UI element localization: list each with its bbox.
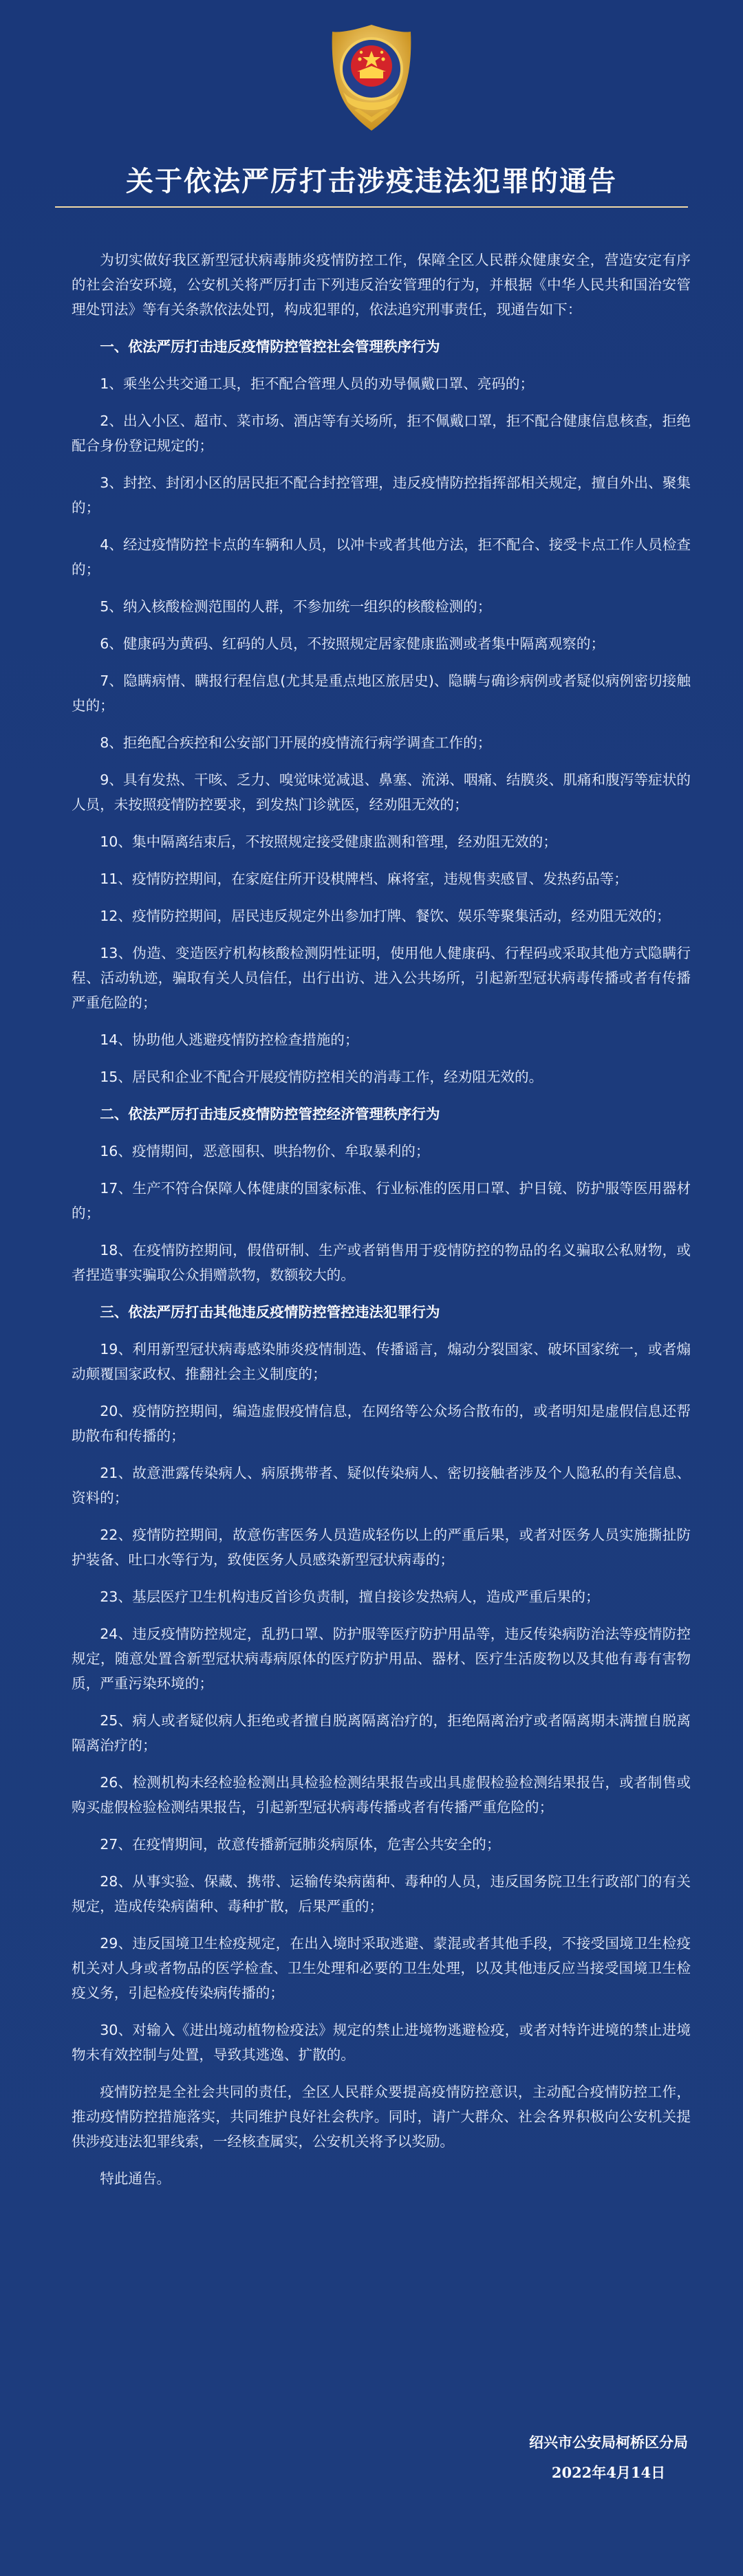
notice-paragraph: 22、疫情防控期间，故意伤害医务人员造成轻伤以上的严重后果，或者对医务人员实施撕扯防护装备、吐口水等行为，致使医务人员感染新型冠状病毒的； (72, 1527, 691, 1568)
title-divider (55, 206, 688, 208)
issuer-name: 绍兴市公安局柯桥区分局 (529, 2434, 688, 2451)
notice-paragraph: 27、在疫情期间，故意传播新冠肺炎病原体，危害公共安全的； (100, 1836, 501, 1853)
notice-paragraph: 疫情防控是全社会共同的责任，全区人民群众要提高疫情防控意识，主动配合疫情防控工作，推动疫情防控措施落实，共同维护良好社会秩序。同时，请广大群众、社会各界积极向公安机关提供涉疫违法犯罪线索，一经核查属实，公安机关将予以奖励。 (72, 2084, 691, 2150)
notice-paragraph: 29、违反国境卫生检疫规定，在出入境时采取逃避、蒙混或者其他手段，不接受国境卫生检疫机关对人身或者物品的医学检查、卫生处理和必要的卫生处理，以及其他违反应当接受国境卫生检疫义务，引起检疫传染病传播的； (72, 1935, 691, 2001)
police-emblem-icon (327, 21, 416, 138)
issue-date: 2022年4月14日 (551, 2464, 666, 2481)
notice-paragraph: 19、利用新型冠状病毒感染肺炎疫情制造、传播谣言，煽动分裂国家、破坏国家统一，或者煽动颠覆国家政权、推翻社会主义制度的； (72, 1341, 691, 1382)
notice-paragraph: 23、基层医疗卫生机构违反首诊负责制，擅自接诊发热病人，造成严重后果的； (100, 1589, 600, 1605)
notice-paragraph: 26、检测机构未经检验检测出具检验检测结果报告或出具虚假检验检测结果报告，或者制售或购买虚假检验检测结果报告，引起新型冠状病毒传播或者有传播严重危险的； (72, 1774, 691, 1815)
section-heading: 三、依法严厉打击其他违反疫情防控管控违法犯罪行为 (100, 1304, 440, 1320)
notice-paragraph: 5、纳入核酸检测范围的人群，不参加统一组织的核酸检测的； (100, 598, 492, 615)
notice-paragraph: 21、故意泄露传染病人、病原携带者、疑似传染病人、密切接触者涉及个人隐私的有关信息、资料的； (72, 1465, 691, 1506)
notice-paragraph: 2、出入小区、超市、菜市场、酒店等有关场所，拒不佩戴口罩，拒不配合健康信息核查，拒绝配合身份登记规定的； (72, 413, 691, 454)
notice-paragraph: 6、健康码为黄码、红码的人员，不按照规定居家健康监测或者集中隔离观察的； (100, 635, 605, 652)
notice-paragraph: 15、居民和企业不配合开展疫情防控相关的消毒工作，经劝阻无效的。 (100, 1069, 543, 1085)
notice-paragraph: 28、从事实验、保藏、携带、运输传染病菌种、毒种的人员，违反国务院卫生行政部门的有关规定，造成传染病菌种、毒种扩散，后果严重的； (72, 1873, 691, 1914)
notice-paragraph: 10、集中隔离结束后，不按照规定接受健康监测和管理，经劝阻无效的； (100, 833, 557, 850)
notice-paragraph: 16、疫情期间，恶意囤积、哄抬物价、牟取暴利的； (100, 1143, 430, 1159)
notice-paragraph: 30、对输入《进出境动植物检疫法》规定的禁止进境物逃避检疫，或者对特许进境的禁止进境物未有效控制与处置，导致其逃逸、扩散的。 (72, 2022, 691, 2063)
notice-paragraph: 18、在疫情防控期间，假借研制、生产或者销售用于疫情防控的物品的名义骗取公私财物，或者捏造事实骗取公众捐赠款物，数额较大的。 (72, 1242, 691, 1283)
notice-paragraph: 14、协助他人逃避疫情防控检查措施的； (100, 1032, 359, 1048)
notice-paragraph: 特此通告。 (100, 2170, 171, 2187)
notice-paragraph: 7、隐瞒病情、瞒报行程信息(尤其是重点地区旅居史)、隐瞒与确诊病例或者疑似病例密切接触史的； (72, 673, 691, 714)
notice-paragraph: 17、生产不符合保障人体健康的国家标准、行业标准的医用口罩、护目镜、防护服等医用器材的； (72, 1180, 691, 1221)
notice-body (72, 248, 691, 2203)
notice-paragraph: 3、封控、封闭小区的居民拒不配合封控管理，违反疫情防控指挥部相关规定，擅自外出、聚集的； (72, 474, 691, 516)
notice-paragraph: 25、病人或者疑似病人拒绝或者擅自脱离隔离治疗的，拒绝隔离治疗或者隔离期未满擅自脱离隔离治疗的； (72, 1712, 691, 1754)
notice-paragraph: 11、疫情防控期间，在家庭住所开设棋牌档、麻将室，违规售卖感冒、发热药品等； (100, 871, 628, 887)
notice-paragraph: 9、具有发热、干咳、乏力、嗅觉味觉减退、鼻塞、流涕、咽痛、结膜炎、肌痛和腹泻等症状的人员，未按照疫情防控要求，到发热门诊就医，经劝阻无效的； (72, 772, 691, 813)
section-heading: 二、依法严厉打击违反疫情防控管控经济管理秩序行为 (100, 1106, 440, 1122)
notice-paragraph: 4、经过疫情防控卡点的车辆和人员，以冲卡或者其他方法，拒不配合、接受卡点工作人员检查的； (72, 536, 691, 578)
page-title: 关于依法严厉打击涉疫违法犯罪的通告 (126, 165, 617, 197)
notice-paragraph: 8、拒绝配合疾控和公安部门开展的疫情流行病学调查工作的； (100, 734, 492, 751)
notice-paragraph: 为切实做好我区新型冠状病毒肺炎疫情防控工作，保障全区人民群众健康安全，营造安定有序的社会治安环境，公安机关将严厉打击下列违反治安管理的行为，并根据《中华人民共和国治安管理处罚法》等有关条款依法处罚，构成犯罪的，依法追究刑事责任，现通告如下： (72, 252, 691, 318)
notice-paragraph: 1、乘坐公共交通工具，拒不配合管理人员的劝导佩戴口罩、亮码的； (100, 375, 535, 392)
notice-paragraph: 24、违反疫情防控规定，乱扔口罩、防护服等医疗防护用品等，违反传染病防治法等疫情防控规定，随意处置含新型冠状病毒病原体的医疗防护用品、器材、医疗生活废物以及其他有毒有害物质，严重污染环境的； (72, 1626, 691, 1692)
notice-paragraph: 20、疫情防控期间，编造虚假疫情信息，在网络等公众场合散布的，或者明知是虚假信息还帮助散布和传播的； (72, 1403, 691, 1444)
notice-paragraph: 13、伪造、变造医疗机构核酸检测阴性证明，使用他人健康码、行程码或采取其他方式隐瞒行程、活动轨迹，骗取有关人员信任，出行出访、进入公共场所，引起新型冠状病毒传播或者有传播严重危险的； (72, 945, 691, 1011)
notice-paragraph: 12、疫情防控期间，居民违反规定外出参加打牌、餐饮、娱乐等聚集活动，经劝阻无效的； (100, 908, 671, 924)
section-heading: 一、依法严厉打击违反疫情防控管控社会管理秩序行为 (100, 338, 440, 355)
signature-block (529, 2427, 688, 2488)
